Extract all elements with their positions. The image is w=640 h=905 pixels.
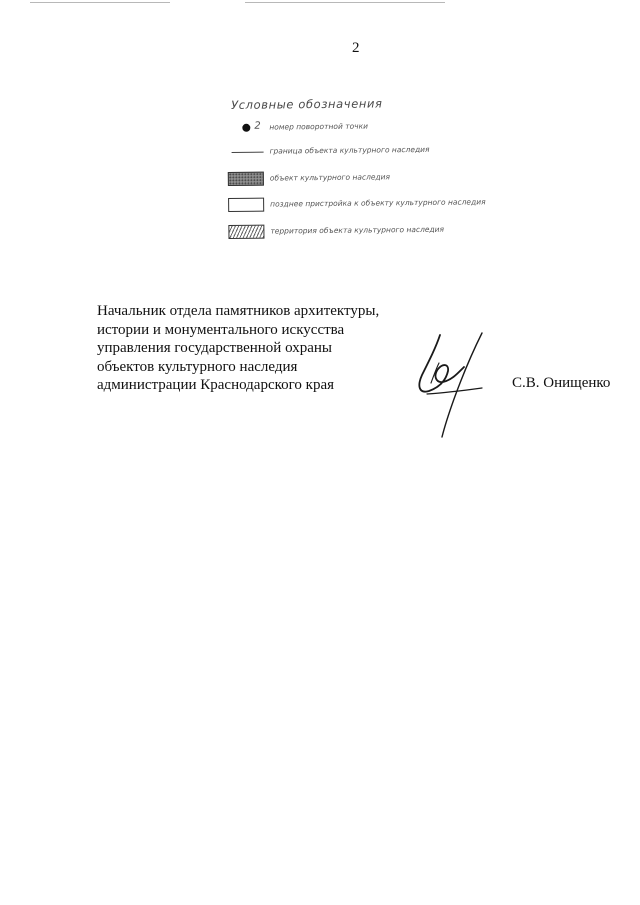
territory-hatch-swatch-icon (228, 225, 264, 239)
legend-item-label: позднее пристройка к объекту культурного наследия (270, 197, 486, 209)
position-line: управления государственной охраны (97, 340, 332, 356)
turn-point-number: 2 (254, 120, 261, 132)
boundary-line-icon (232, 152, 264, 153)
position-line: объектов культурного наследия (97, 358, 298, 375)
heritage-object-swatch-icon (228, 172, 264, 186)
signer-name: С.В. Онищенко (512, 375, 611, 391)
turn-point-dot-icon (242, 124, 250, 132)
page-number: 2 (352, 40, 360, 56)
legend-item-label: номер поворотной точки (269, 121, 369, 132)
signer-position-block (97, 302, 379, 395)
late-annex-swatch-icon (228, 198, 264, 212)
map-legend (227, 93, 519, 246)
legend-item-label: объект культурного наследия (269, 172, 391, 183)
scan-edge-line (245, 2, 445, 3)
legend-item-label: территория объекта культурного наследия (270, 224, 445, 236)
position-line: истории и монументального искусства (97, 321, 345, 338)
legend-title: Условные обозначения (231, 96, 383, 112)
position-line: администрации Краснодарского края (97, 377, 335, 393)
legend-item-label: граница объекта культурного наследия (269, 144, 430, 156)
position-line: Начальник отдела памятников архитектуры, (97, 303, 380, 319)
scan-edge-line (30, 2, 170, 3)
handwritten-signature (402, 325, 492, 441)
